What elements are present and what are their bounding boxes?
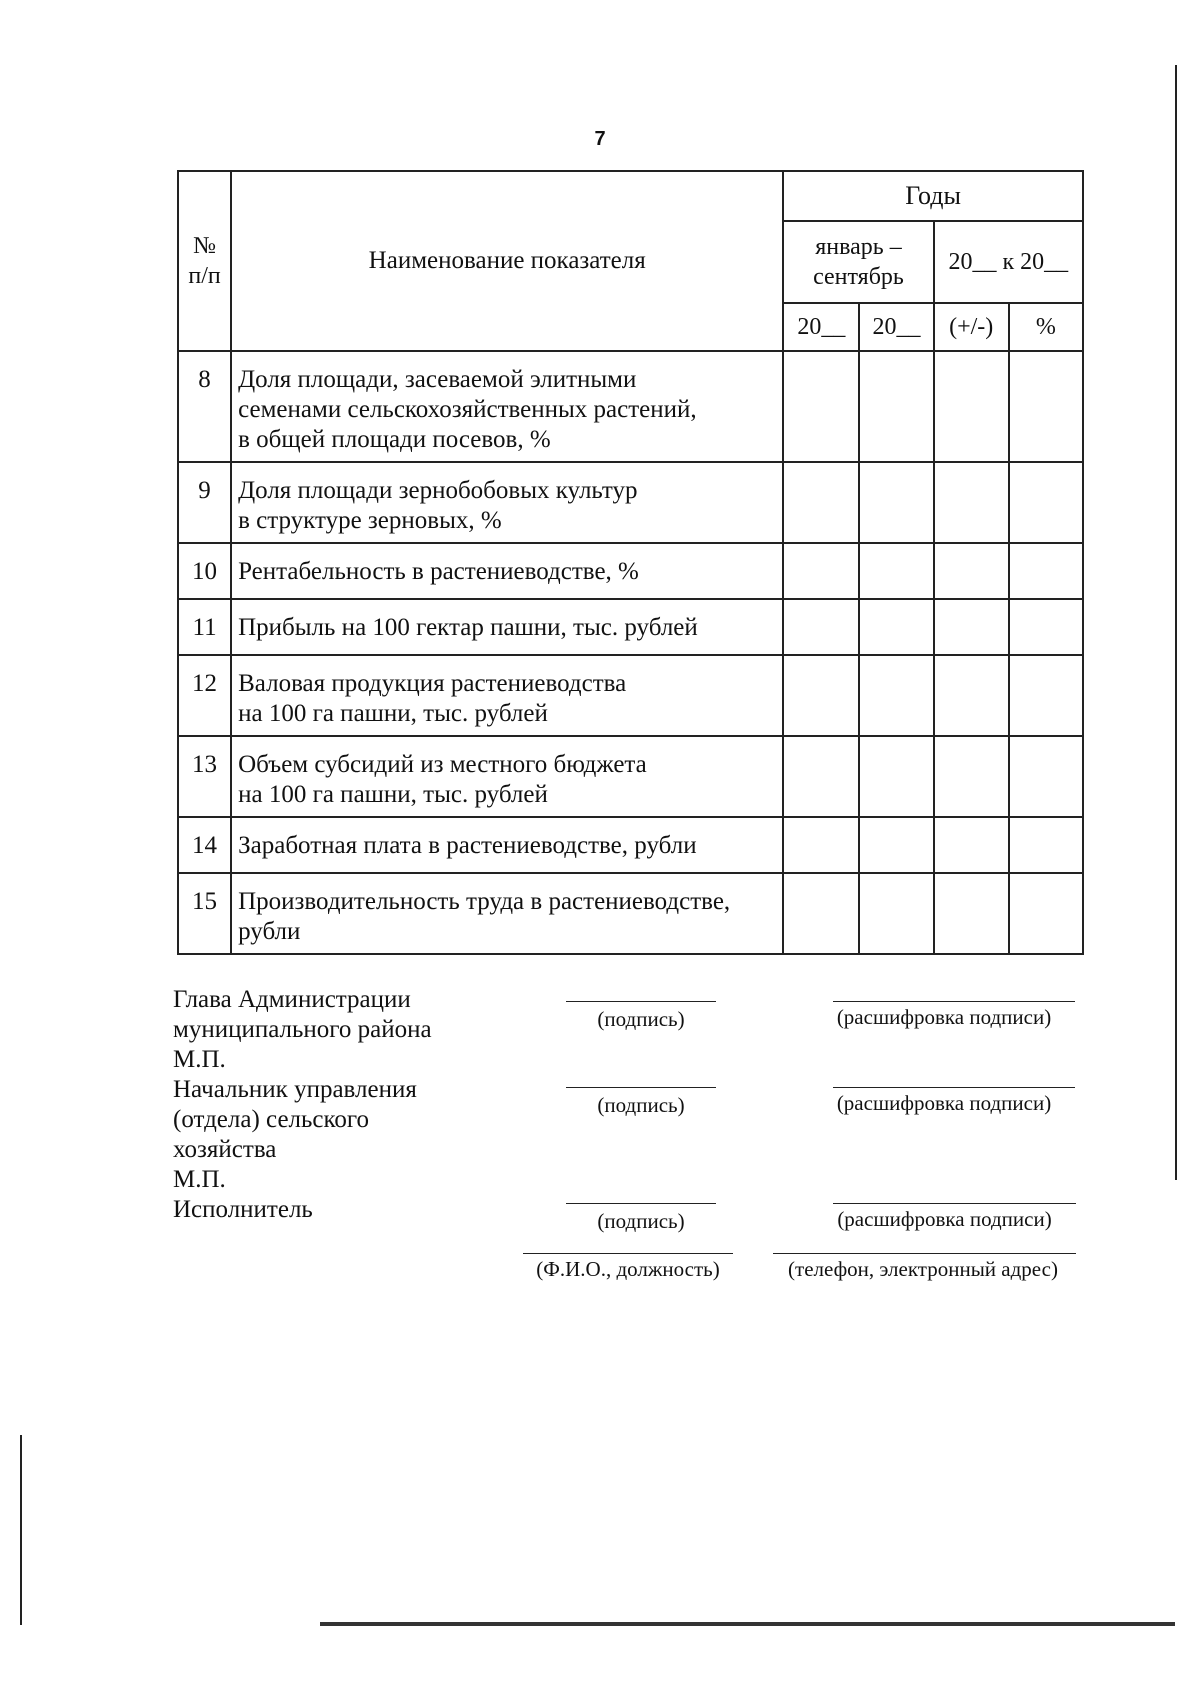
row-indicator: Валовая продукция растениеводства на 100 га пашни, тыс. рублей [231,655,783,736]
table-row [178,543,1083,599]
head-title-line-2: муниципального района [173,1016,432,1043]
cell-diff[interactable] [934,599,1009,655]
cell-diff[interactable] [934,873,1009,954]
row-indicator: Заработная плата в растениеводстве, рубли [231,817,783,873]
table-row [178,817,1083,873]
chief-title-line-1: Начальник управления [173,1076,417,1103]
row-indicator: Прибыль на 100 гектар пашни, тыс. рублей [231,599,783,655]
head-decode-caption: (расшифровка подписи) [836,1005,1052,1029]
header-year-1: 20__ [783,303,859,351]
right-margin-line [1175,65,1177,1180]
cell-year-1[interactable] [783,599,859,655]
chief-title-line-2: (отдела) сельского [173,1106,370,1133]
chief-stamp: М.П. [173,1166,226,1193]
cell-diff[interactable] [934,462,1009,543]
row-indicator: Доля площади, засеваемой элитными семенами сельскохозяйственных растений, в общей площади посевов, % [231,351,783,462]
cell-year-1[interactable] [783,351,859,462]
executor-signature-line[interactable] [566,1203,716,1204]
indicators-table [177,170,1084,955]
cell-percent[interactable] [1009,655,1083,736]
cell-percent[interactable] [1009,462,1083,543]
cell-percent[interactable] [1009,736,1083,817]
row-number: 12 [178,655,231,736]
header-percent: % [1009,303,1083,351]
cell-year-1[interactable] [783,873,859,954]
executor-signature-caption: (подпись) [597,1209,685,1233]
cell-percent[interactable] [1009,873,1083,954]
header-period: январь – сентябрь [783,221,933,303]
table-row [178,599,1083,655]
row-number: 14 [178,817,231,873]
head-decode-line[interactable] [833,1001,1075,1002]
cell-year-2[interactable] [859,817,933,873]
chief-signature-caption: (подпись) [597,1093,685,1117]
chief-signature-line[interactable] [566,1087,716,1088]
head-signature-line[interactable] [566,1001,716,1002]
head-signature-caption: (подпись) [597,1007,685,1031]
chief-title-line-3: хозяйства [173,1136,277,1163]
table-row [178,736,1083,817]
header-number: № п/п [178,171,231,351]
cell-diff[interactable] [934,736,1009,817]
cell-percent[interactable] [1009,543,1083,599]
cell-year-2[interactable] [859,599,933,655]
cell-percent[interactable] [1009,599,1083,655]
cell-year-2[interactable] [859,736,933,817]
table-row [178,655,1083,736]
cell-year-2[interactable] [859,873,933,954]
cell-year-2[interactable] [859,655,933,736]
cell-year-1[interactable] [783,655,859,736]
executor-decode-caption: (расшифровка подписи) [837,1207,1052,1231]
signatory-titles [173,985,432,1225]
cell-year-1[interactable] [783,736,859,817]
row-number: 15 [178,873,231,954]
cell-year-2[interactable] [859,351,933,462]
executor-name-line[interactable] [523,1253,733,1254]
header-diff: (+/-) [934,303,1009,351]
bottom-scan-line [320,1622,1175,1626]
header-years: Годы [783,171,1083,221]
cell-year-1[interactable] [783,543,859,599]
row-indicator: Объем субсидий из местного бюджета на 100 га пашни, тыс. рублей [231,736,783,817]
row-number: 11 [178,599,231,655]
table-row [178,873,1083,954]
row-indicator: Доля площади зернобобовых культур в структуре зерновых, % [231,462,783,543]
chief-decode-caption: (расшифровка подписи) [836,1091,1052,1115]
cell-year-2[interactable] [859,543,933,599]
table-row [178,351,1083,462]
cell-diff[interactable] [934,817,1009,873]
cell-diff[interactable] [934,351,1009,462]
cell-percent[interactable] [1009,817,1083,873]
cell-year-1[interactable] [783,817,859,873]
left-margin-line [20,1435,22,1625]
cell-diff[interactable] [934,655,1009,736]
chief-decode-line[interactable] [833,1087,1075,1088]
page-number: 7 [594,128,606,150]
cell-percent[interactable] [1009,351,1083,462]
header-year-2: 20__ [859,303,933,351]
header-comparison: 20__ к 20__ [934,221,1083,303]
executor-decode-line[interactable] [833,1203,1076,1204]
row-number: 9 [178,462,231,543]
table-row [178,462,1083,543]
cell-diff[interactable] [934,543,1009,599]
row-number: 13 [178,736,231,817]
row-indicator: Производительность труда в растениеводстве, рубли [231,873,783,954]
header-indicator-name: Наименование показателя [231,171,783,351]
row-indicator: Рентабельность в растениеводстве, % [231,543,783,599]
executor-name-caption: (Ф.И.О., должность) [536,1257,720,1281]
cell-year-2[interactable] [859,462,933,543]
head-title-line-1: Глава Администрации [173,986,411,1013]
row-number: 10 [178,543,231,599]
executor-contact-caption: (телефон, электронный адрес) [788,1257,1058,1281]
executor-contact-line[interactable] [773,1253,1076,1254]
row-number: 8 [178,351,231,462]
head-stamp: М.П. [173,1046,226,1073]
cell-year-1[interactable] [783,462,859,543]
signature-block [173,985,1093,1305]
executor-title: Исполнитель [173,1196,313,1223]
